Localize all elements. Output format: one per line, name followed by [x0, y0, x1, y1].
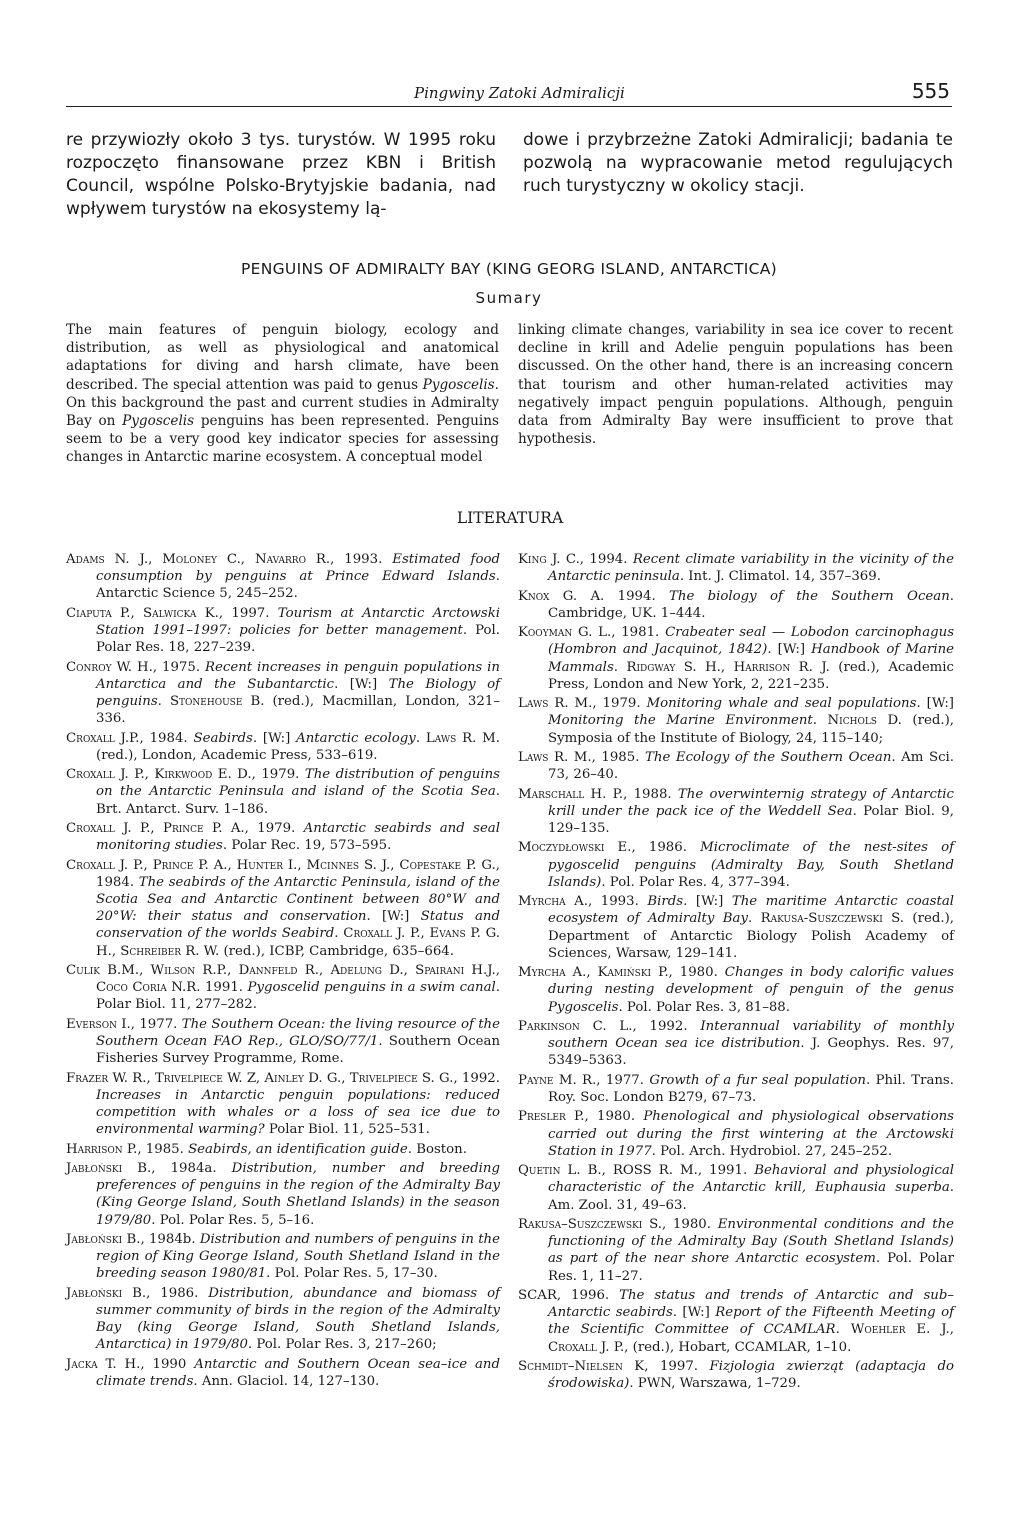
reference-title: The Biology of penguins	[96, 676, 501, 709]
reference-details: . Pol. Polar Res. 1, 11–27.	[548, 1251, 954, 1284]
reference-details: , 1984.	[96, 857, 500, 890]
reference-authors: Myrcha A.	[518, 894, 588, 910]
reference-authors: Presler P.	[518, 1109, 585, 1125]
reference-authors: Nichols D.	[827, 713, 902, 729]
reference-details: , 1984b.	[140, 1231, 200, 1247]
reference-authors: Croxall J.P.	[66, 730, 140, 746]
summary-paragraph-right: linking climate changes, variability in sea ice cover to recent decline in krill and Adelie penguin populations has been discussed. On the other hand, there is an increasing concern that tourism and other human-related activities may negatively impact penguin populations. Although, penguin data from Admiralty Bay were insufficient to prove that hypothesis.	[518, 322, 953, 448]
reference-title: Distribution, abundance and biomass of summer community of birds in the region of the Admiralty Bay (king George Island, South Shetland Islands, Antarctica) in 1979/80	[96, 1285, 500, 1353]
reference-details: . Brt. Antarct. Surv. 1–186.	[96, 784, 500, 817]
reference-details: (red.), Academic Press, London and New York, 2, 221–235.	[548, 659, 954, 692]
reference-authors: Quetin L. B., ROSS R. M.	[518, 1163, 698, 1179]
reference-entry	[518, 695, 954, 747]
references-right-column	[518, 551, 954, 1395]
reference-title: Recent increases in penguin populations in Antarctica and the Subantarctic	[96, 659, 500, 692]
reference-details: . Antarctic Science 5, 245–252.	[96, 569, 500, 602]
genus-name: Pygoscelis	[422, 376, 495, 393]
reference-details: Polar Biol. 11, 525–531.	[264, 1122, 430, 1138]
reference-authors: Kooyman G. L.	[518, 625, 612, 641]
reference-authors: Marschall H. P.	[518, 786, 624, 802]
reference-details: , 1993.	[330, 552, 393, 567]
reference-details: , 1980.	[584, 1109, 644, 1125]
reference-authors: Harrison P.	[66, 1141, 138, 1157]
reference-title: Seabirds, an identification guide	[188, 1141, 408, 1157]
summary-paragraph-left	[66, 321, 499, 467]
reference-title: Distribution and numbers of penguins in the region of King George Island, South Shetland Island in the breeding season 1980/81	[96, 1231, 500, 1282]
reference-authors: Woehler E. J., Croxall J. P.	[548, 1322, 954, 1355]
summary-title: PENGUINS OF ADMIRALTY BAY (KING GEORG ISLAND, ANTARCTICA)	[240, 260, 777, 278]
reference-details: , 1979.	[592, 696, 647, 712]
literature-heading: LITERATURA	[456, 509, 564, 527]
reference-entry	[518, 839, 954, 891]
reference-entry	[518, 588, 954, 622]
reference-details: . J. Geophys. Res. 97, 5349–5363.	[548, 1036, 954, 1069]
reference-details: .	[415, 730, 426, 746]
reference-authors: Jabłoński B.	[66, 1285, 147, 1301]
reference-details: , 1992.	[632, 1018, 701, 1034]
reference-authors: Croxall J. P., Prince P. A., Hunter I., Mcinnes S. J., Copestake P. G.	[66, 857, 496, 873]
reference-title: Microclimate of the nest-sites of pygoscelid penguins (Admiralty Bay, South Shetland Islands)	[548, 840, 955, 890]
reference-details: . Polar Biol. 11, 277–282.	[96, 980, 500, 1013]
reference-title: The seabirds of the Antarctic Peninsula, island of the Scotia Sea and Antarctic Continent between 80°W and 20°W: their status and conservation	[96, 874, 500, 925]
reference-details: . Pol. Polar Res. 3, 81–88.	[618, 999, 790, 1015]
reference-details: . Southern Ocean Fisheries Survey Programme, Rome.	[96, 1033, 501, 1067]
reference-details: , 1975.	[152, 659, 205, 675]
reference-title: The biology of the Southern Ocean	[669, 588, 950, 604]
summary-text: The main features of penguin biology, ecology and distribution, as well as physiological and anatomical adaptations for diving and harsh climate, have been described. The special attention was paid to genus	[66, 322, 499, 393]
reference-title: Distribution, number and breeding preferences of penguins in the region of the Admiralty Bay (King George Island, South Shetland Islands) in the season 1979/80	[96, 1160, 500, 1228]
reference-details: .	[157, 694, 170, 709]
reference-entry	[66, 820, 500, 854]
reference-details: . Polar Biol. 9, 129–135.	[548, 803, 954, 836]
reference-details: (red.), Department of Antarctic Biology Polish Academy of Sciences, Warsaw, 129–141.	[548, 911, 955, 961]
reference-title: The status and trends of Antarctic and sub–Antarctic seabirds	[548, 1287, 954, 1321]
reference-details: (red.), ICBP, Cambridge, 635–664.	[219, 943, 454, 959]
reference-entry	[66, 1356, 500, 1390]
reference-title: Seabirds	[193, 730, 253, 746]
reference-details: . Am. Zool. 31, 49–63.	[548, 1180, 954, 1213]
reference-details: , 1979.	[251, 767, 305, 783]
reference-details: , 1986.	[146, 1285, 209, 1301]
reference-title: Changes in body calorific values during nesting development of penguin of the genus Pygoscelis	[548, 965, 954, 1015]
reference-details: . [W:]	[672, 1305, 716, 1321]
reference-title: Interannual variability of monthly southern Ocean sea ice distribution	[548, 1018, 954, 1052]
reference-entry	[518, 551, 954, 585]
reference-authors: Moczydłowski E.	[518, 840, 632, 856]
reference-title: The overwinternig strategy of Antarctic krill under the pack ice of the Weddell Sea	[548, 786, 954, 819]
running-header	[66, 80, 952, 107]
reference-entry	[66, 1141, 500, 1158]
reference-details: , 1979.	[244, 820, 304, 836]
references-left-column	[66, 551, 500, 1392]
reference-authors: Croxall J. P., Evans P. G. H., Schreiber R. W.	[96, 926, 500, 959]
reference-details: , 1990	[140, 1356, 195, 1372]
reference-details: (red.), Symposia of the Institute of Biology, 24, 115–140;	[548, 713, 954, 746]
reference-authors: Stonehouse B.	[169, 694, 265, 709]
reference-details: , 1993.	[587, 894, 648, 910]
reference-entry	[66, 1070, 500, 1139]
reference-details: .	[613, 659, 627, 675]
reference-entry	[518, 1108, 954, 1160]
reference-details: SCAR, 1996.	[518, 1287, 620, 1303]
reference-title: Fizjologia zwierząt (adaptacja do środowiska)	[548, 1358, 954, 1392]
reference-entry	[518, 964, 954, 1016]
reference-details: . [W:]	[767, 642, 812, 658]
reference-title: Birds	[647, 894, 684, 910]
reference-title: Antarctic and Southern Ocean sea–ice and climate trends	[96, 1356, 500, 1389]
reference-authors: Laws R. M.	[518, 749, 592, 765]
reference-details: . Ann. Glaciol. 14, 127–130.	[193, 1373, 380, 1389]
reference-title: Recent climate variability in the vicinity of the Antarctic peninsula	[548, 552, 954, 585]
running-title: Pingwiny Zatoki Admiralicji	[414, 84, 625, 102]
reference-entry	[518, 786, 954, 838]
reference-details: . Pol. Polar Res. 4, 377–394.	[601, 874, 790, 890]
reference-details: , 1984.	[139, 730, 194, 746]
reference-title: Crabeater seal — Lobodon carcinophagus (Hombron and Jacquinot, 1842)	[548, 625, 955, 658]
reference-authors: Payne M. R.	[518, 1072, 597, 1088]
summary-subtitle: Sumary	[475, 289, 543, 307]
reference-details: 1994.	[604, 588, 670, 604]
genus-name: Pygoscelis	[122, 413, 195, 430]
reference-details: .	[747, 911, 761, 927]
reference-authors: King J. C.	[518, 552, 580, 567]
reference-title: The Ecology of the Southern Ocean	[645, 749, 892, 765]
reference-details: , 1980.	[668, 965, 725, 981]
reference-entry	[518, 749, 954, 783]
reference-details: , 1997.	[644, 1358, 710, 1374]
reference-title: Status and conservation of the worlds Seabird	[96, 909, 501, 942]
reference-entry	[66, 659, 500, 728]
reference-details: , 1977.	[130, 1016, 182, 1032]
reference-details: . PWN, Warszawa, 1–729.	[629, 1376, 801, 1392]
reference-details: , 1985.	[591, 749, 646, 765]
reference-details: . Pol. Arch. Hydrobiol. 27, 245–252.	[651, 1143, 893, 1159]
reference-details: . [W:]	[366, 909, 421, 925]
reference-authors: Rakusa–Suszczewski S.	[518, 1216, 662, 1232]
reference-entry	[66, 1285, 500, 1354]
reference-entry	[66, 962, 500, 1014]
reference-title: The Southern Ocean: the living resource of the Southern Ocean FAO Rep., GLO/SO/77/1	[96, 1016, 500, 1049]
reference-title: Phenological and physiological observations carried out during the first wintering at the Arctowski Station in 1977	[548, 1109, 954, 1159]
reference-details: . [W:]	[334, 676, 389, 692]
reference-entry	[66, 551, 500, 603]
intro-paragraph-right: dowe i przybrzeżne Zatoki Admiralicji; badania te pozwolą na wypracowanie metod regulujących ruch turystyczny w okolicy stacji.	[523, 130, 953, 196]
reference-authors: Laws R. M.	[425, 730, 500, 746]
reference-details: . Cambridge, UK. 1–444.	[548, 588, 955, 621]
summary-text: penguins has been represented. Penguins seem to be a very good key indicator species for assessing changes in Antarctic marine ecosystem. A conceptual model	[66, 413, 499, 466]
reference-title: Behavioral and physiological characteristic of the Antarctic krill, Euphausia superba	[548, 1163, 955, 1196]
reference-authors: Laws R. M.	[518, 696, 593, 712]
reference-entry	[518, 1216, 954, 1285]
reference-authors: Conroy W. H.	[66, 659, 153, 675]
reference-details: . Am Sci. 73, 26–40.	[548, 749, 954, 783]
reference-title: Tourism at Antarctic Arctowski Station 1991–1997: policies for better management	[96, 605, 501, 638]
reference-details: . [W:]	[916, 696, 954, 712]
reference-entry	[518, 1287, 954, 1356]
reference-details: . Int. J. Climatol. 14, 357–369.	[679, 569, 881, 585]
reference-entry	[518, 624, 954, 693]
reference-details: , 1977.	[596, 1072, 650, 1088]
reference-details: . Pol. Polar Res. 3, 217–260;	[247, 1337, 437, 1353]
reference-details: .	[835, 1322, 851, 1338]
reference-authors: Adams N. J., Moloney C., Navarro R.	[66, 552, 331, 567]
reference-details: , 1997.	[218, 605, 278, 621]
summary-right-column	[518, 321, 953, 448]
reference-title: The maritime Antarctic coastal ecosystem of Admiralty Bay	[548, 894, 955, 927]
reference-authors: Croxall J. P., Prince P. A.	[66, 820, 245, 836]
reference-details: .	[812, 713, 828, 729]
intro-paragraph-left: re przywiozły około 3 tys. turystów. W 1995 roku rozpoczęto finansowane przez KBN i British Council, wspólne Polsko-Brytyjskie badania, nad wpływem turystów na ekosystemy lą-	[66, 130, 496, 219]
reference-authors: Ridgway S. H., Harrison R. J.	[626, 659, 830, 675]
reference-entry	[66, 605, 500, 657]
reference-entry	[518, 1018, 954, 1070]
reference-title: Environmental conditions and the functioning of the Admiralty Bay (South Shetland Islands) as part of the near shore Antarctic ecosystem	[548, 1216, 955, 1267]
reference-details: . Pol. Polar Res. 5, 17–30.	[266, 1266, 438, 1282]
reference-entry	[518, 1162, 954, 1214]
reference-entry	[66, 730, 500, 764]
reference-authors: Jacka T. H.	[66, 1356, 141, 1372]
reference-authors: Parkinson C. L.	[518, 1018, 633, 1034]
reference-authors: Schmidt–Nielsen K	[518, 1358, 645, 1374]
reference-authors: Everson I.	[66, 1016, 131, 1032]
reference-authors: Jabłoński B.	[66, 1231, 141, 1247]
reference-title: Antarctic ecology	[296, 730, 416, 746]
reference-title: The distribution of penguins on the Antarctic Peninsula and island of the Scotia Sea	[96, 767, 500, 800]
reference-title: Increases in Antarctic penguin populations: reduced competition with whales or a loss of sea ice due to environmental warming?	[96, 1087, 500, 1138]
reference-details: , 1991.	[697, 1163, 755, 1179]
reference-details: . Pol. Polar Res. 5, 5–16.	[151, 1212, 315, 1228]
intro-right-column	[523, 129, 953, 198]
reference-authors: Croxall J. P., Kirkwood E. D.	[66, 767, 252, 783]
reference-authors: Rakusa-Suszczewski S.	[760, 911, 905, 927]
reference-entry	[66, 1160, 500, 1229]
reference-authors: Jabłoński B.	[66, 1160, 152, 1176]
reference-details: . Pol. Polar Res. 18, 227–239.	[96, 623, 500, 656]
reference-details: .	[334, 926, 344, 942]
reference-entry	[518, 1072, 954, 1106]
reference-details: , 1988.	[623, 786, 678, 802]
reference-details: . Polar Rec. 19, 573–595.	[222, 838, 392, 854]
intro-left-column	[66, 129, 496, 221]
reference-title: Growth of a fur seal population	[649, 1072, 866, 1088]
reference-authors: Knox G. A.	[518, 588, 605, 604]
reference-title: Report of the Fifteenth Meeting of the Scientific Committee of CCAMLAR	[548, 1305, 955, 1338]
reference-entry	[518, 1358, 954, 1392]
reference-details: , 1984a.	[151, 1160, 232, 1176]
reference-details: , 1981.	[611, 625, 666, 641]
reference-title: Monitoring the Marine Environment	[548, 713, 813, 729]
reference-details: . [W:]	[252, 730, 297, 746]
reference-details: . [W:]	[683, 894, 732, 910]
summary-left-column	[66, 321, 499, 467]
reference-title: Pygoscelid penguins in a swim canal	[247, 980, 496, 996]
reference-authors: Culik B.M., Wilson R.P., Dannfeld R., Adelung D., Spairani H.J., Coco Coria N.R.	[66, 962, 500, 996]
reference-details: , 1986.	[631, 840, 701, 856]
reference-authors: Myrcha A., Kamiński P.	[518, 965, 669, 981]
reference-details: 1991.	[200, 980, 248, 996]
reference-details: , 1992.	[453, 1070, 500, 1086]
reference-entry	[66, 1231, 500, 1283]
summary-text: . On this background the past and current studies in Admiralty Bay on	[66, 376, 499, 430]
reference-details: . Phil. Trans. Roy. Soc. London B279, 67–73.	[548, 1072, 954, 1105]
reference-details: , (red.), Hobart, CCAMLAR, 1–10.	[624, 1339, 852, 1355]
reference-details: , 1980.	[661, 1216, 718, 1232]
reference-details: (red.), Macmillan, London, 321–336.	[96, 694, 500, 727]
reference-details: . Boston.	[407, 1141, 467, 1157]
reference-details: (red.), London, Academic Press, 533–619.	[96, 747, 378, 763]
reference-entry	[518, 893, 954, 962]
reference-authors: Frazer W. R., Trivelpiece W. Z, Ainley D. G., Trivelpiece S. G.	[66, 1070, 454, 1086]
reference-details: , 1994.	[579, 552, 633, 567]
reference-title: Handbook of Marine Mammals	[548, 642, 955, 675]
reference-entry	[66, 857, 500, 960]
page-number: 555	[911, 79, 950, 103]
reference-entry	[66, 1016, 500, 1068]
reference-title: Antarctic seabirds and seal monitoring studies	[96, 820, 500, 854]
reference-title: Estimated food consumption by penguins at Prince Edward Islands	[96, 552, 501, 585]
reference-title: Monitoring whale and seal populations	[646, 696, 917, 712]
reference-authors: Ciaputa P., Salwicka K.	[66, 605, 219, 621]
reference-entry	[66, 766, 500, 818]
reference-details: , 1985.	[137, 1141, 189, 1157]
